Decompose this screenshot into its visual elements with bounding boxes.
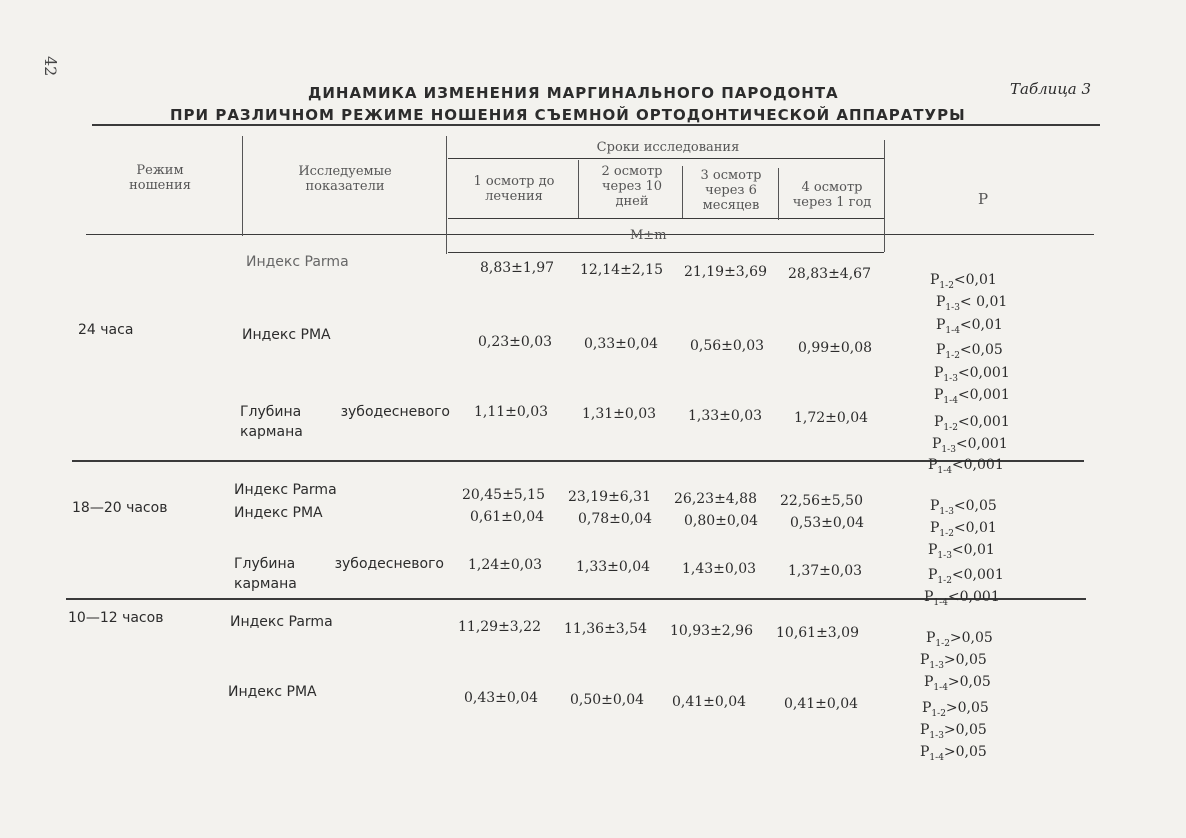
value-cell: 0,50±0,04 bbox=[570, 692, 645, 708]
header-regime: Режим ношения bbox=[129, 163, 191, 193]
p-value: $P_{1-3}>0,05$ bbox=[920, 652, 987, 671]
p-value: $P_{1-3}>0,05$ bbox=[920, 722, 987, 741]
regime-label: 24 часа bbox=[78, 322, 134, 338]
value-cell: 1,33±0,03 bbox=[688, 408, 763, 424]
value-cell: 0,56±0,03 bbox=[690, 338, 765, 354]
indicator-label: Индекс PMA bbox=[228, 684, 317, 700]
periods-rule bbox=[448, 158, 884, 159]
indicator-label: Индекс Parma bbox=[230, 614, 333, 630]
header-col-1: 1 осмотр до лечения bbox=[473, 174, 555, 204]
value-cell: 0,23±0,03 bbox=[478, 334, 553, 350]
value-cell: 0,53±0,04 bbox=[790, 515, 865, 531]
value-cell: 0,41±0,04 bbox=[784, 696, 859, 712]
value-cell: 26,23±4,88 bbox=[674, 491, 757, 507]
indicator-label: Глубина зубодесневого кармана bbox=[234, 556, 444, 592]
value-cell: 0,80±0,04 bbox=[684, 513, 759, 529]
header-bottom-rule bbox=[86, 234, 1094, 235]
table-title-line-1: ДИНАМИКА ИЗМЕНЕНИЯ МАРГИНАЛЬНОГО ПАРОДОНТА bbox=[308, 84, 839, 102]
table-title-line-2: ПРИ РАЗЛИЧНОМ РЕЖИМЕ НОШЕНИЯ СЪЕМНОЙ ОРТОДОНТИЧЕСКОЙ АППАРАТУРЫ bbox=[170, 106, 966, 124]
p-value: $P_{1-4}<0,001$ bbox=[928, 457, 1004, 476]
value-cell: 23,19±6,31 bbox=[568, 489, 651, 505]
regime-label: 18—20 часов bbox=[72, 500, 168, 516]
value-cell: 1,33±0,04 bbox=[576, 559, 651, 575]
value-cell: 20,45±5,15 bbox=[462, 487, 545, 503]
value-cell: 0,78±0,04 bbox=[578, 511, 653, 527]
value-cell: 0,41±0,04 bbox=[672, 694, 747, 710]
p-value: $P_{1-4}<0,001$ bbox=[934, 387, 1010, 406]
p-value: $P_{1-3}<0,001$ bbox=[932, 436, 1008, 455]
value-cell: 0,99±0,08 bbox=[798, 340, 873, 356]
value-cell: 0,43±0,04 bbox=[464, 690, 539, 706]
value-cell: 12,14±2,15 bbox=[580, 262, 663, 278]
value-cell: 1,43±0,03 bbox=[682, 561, 757, 577]
mm-rule bbox=[448, 252, 884, 253]
header-mm: M±m bbox=[630, 228, 667, 243]
p-value: $P_{1-4}>0,05$ bbox=[920, 744, 987, 763]
indicator-label: Глубина зубодесневого кармана bbox=[240, 404, 450, 440]
header-indicators: Исследуемые показатели bbox=[298, 164, 392, 194]
table-top-rule bbox=[92, 124, 1100, 126]
p-value: $P_{1-2}<0,01$ bbox=[930, 520, 997, 539]
value-cell: 1,11±0,03 bbox=[474, 404, 549, 420]
page-number: 42 bbox=[41, 56, 60, 77]
value-cell: 11,36±3,54 bbox=[564, 621, 647, 637]
value-cell: 8,83±1,97 bbox=[480, 260, 555, 276]
value-cell: 1,37±0,03 bbox=[788, 563, 863, 579]
value-cell: 22,56±5,50 bbox=[780, 493, 863, 509]
p-value: $P_{1-2}<0,01$ bbox=[930, 272, 997, 291]
p-value: $P_{1-2}<0,001$ bbox=[934, 414, 1010, 433]
p-value: $P_{1-4}<0,01$ bbox=[936, 317, 1003, 336]
header-divider-6 bbox=[884, 140, 885, 252]
p-value: $P_{1-2}>0,05$ bbox=[926, 630, 993, 649]
value-cell: 0,33±0,04 bbox=[584, 336, 659, 352]
value-cell: 0,61±0,04 bbox=[470, 509, 545, 525]
p-value: $P_{1-2}<0,05$ bbox=[936, 342, 1003, 361]
value-cell: 1,31±0,03 bbox=[582, 406, 657, 422]
p-value: $P_{1-2}<0,001$ bbox=[928, 567, 1004, 586]
header-divider-5 bbox=[778, 168, 779, 220]
header-divider-4 bbox=[682, 166, 683, 218]
p-value: $P_{1-4}<0,001$ bbox=[924, 589, 1000, 608]
value-cell: 1,24±0,03 bbox=[468, 557, 543, 573]
p-value: $P_{1-3}<0,001$ bbox=[934, 365, 1010, 384]
table-label: Таблица 3 bbox=[1010, 80, 1092, 98]
value-cell: 1,72±0,04 bbox=[794, 410, 869, 426]
value-cell: 21,19±3,69 bbox=[684, 264, 767, 280]
indicator-label: Индекс Parma bbox=[234, 482, 337, 498]
header-divider-3 bbox=[578, 160, 579, 218]
header-col-3: 3 осмотр через 6 месяцев bbox=[700, 168, 762, 213]
header-divider-2 bbox=[446, 136, 447, 254]
header-p: P bbox=[978, 190, 989, 208]
indicator-label: Индекс PMA bbox=[234, 505, 323, 521]
header-divider-1 bbox=[242, 136, 243, 236]
indicator-label: Индекс Parma bbox=[246, 254, 349, 270]
regime-label: 10—12 часов bbox=[68, 610, 164, 626]
p-value: $P_{1-3}<0,01$ bbox=[928, 542, 995, 561]
p-value: $P_{1-3}< 0,01$ bbox=[936, 294, 1008, 313]
value-cell: 28,83±4,67 bbox=[788, 266, 871, 282]
p-value: $P_{1-3}<0,05$ bbox=[930, 498, 997, 517]
value-cell: 11,29±3,22 bbox=[458, 619, 541, 635]
p-value: $P_{1-2}>0,05$ bbox=[922, 700, 989, 719]
p-value: $P_{1-4}>0,05$ bbox=[924, 674, 991, 693]
header-periods: Сроки исследования bbox=[596, 140, 740, 155]
value-cell: 10,93±2,96 bbox=[670, 623, 753, 639]
header-col-4: 4 осмотр через 1 год bbox=[792, 180, 872, 210]
header-col-2: 2 осмотр через 10 дней bbox=[601, 164, 663, 209]
value-cell: 10,61±3,09 bbox=[776, 625, 859, 641]
indicator-label: Индекс PMA bbox=[242, 327, 331, 343]
columns-rule bbox=[448, 218, 884, 219]
